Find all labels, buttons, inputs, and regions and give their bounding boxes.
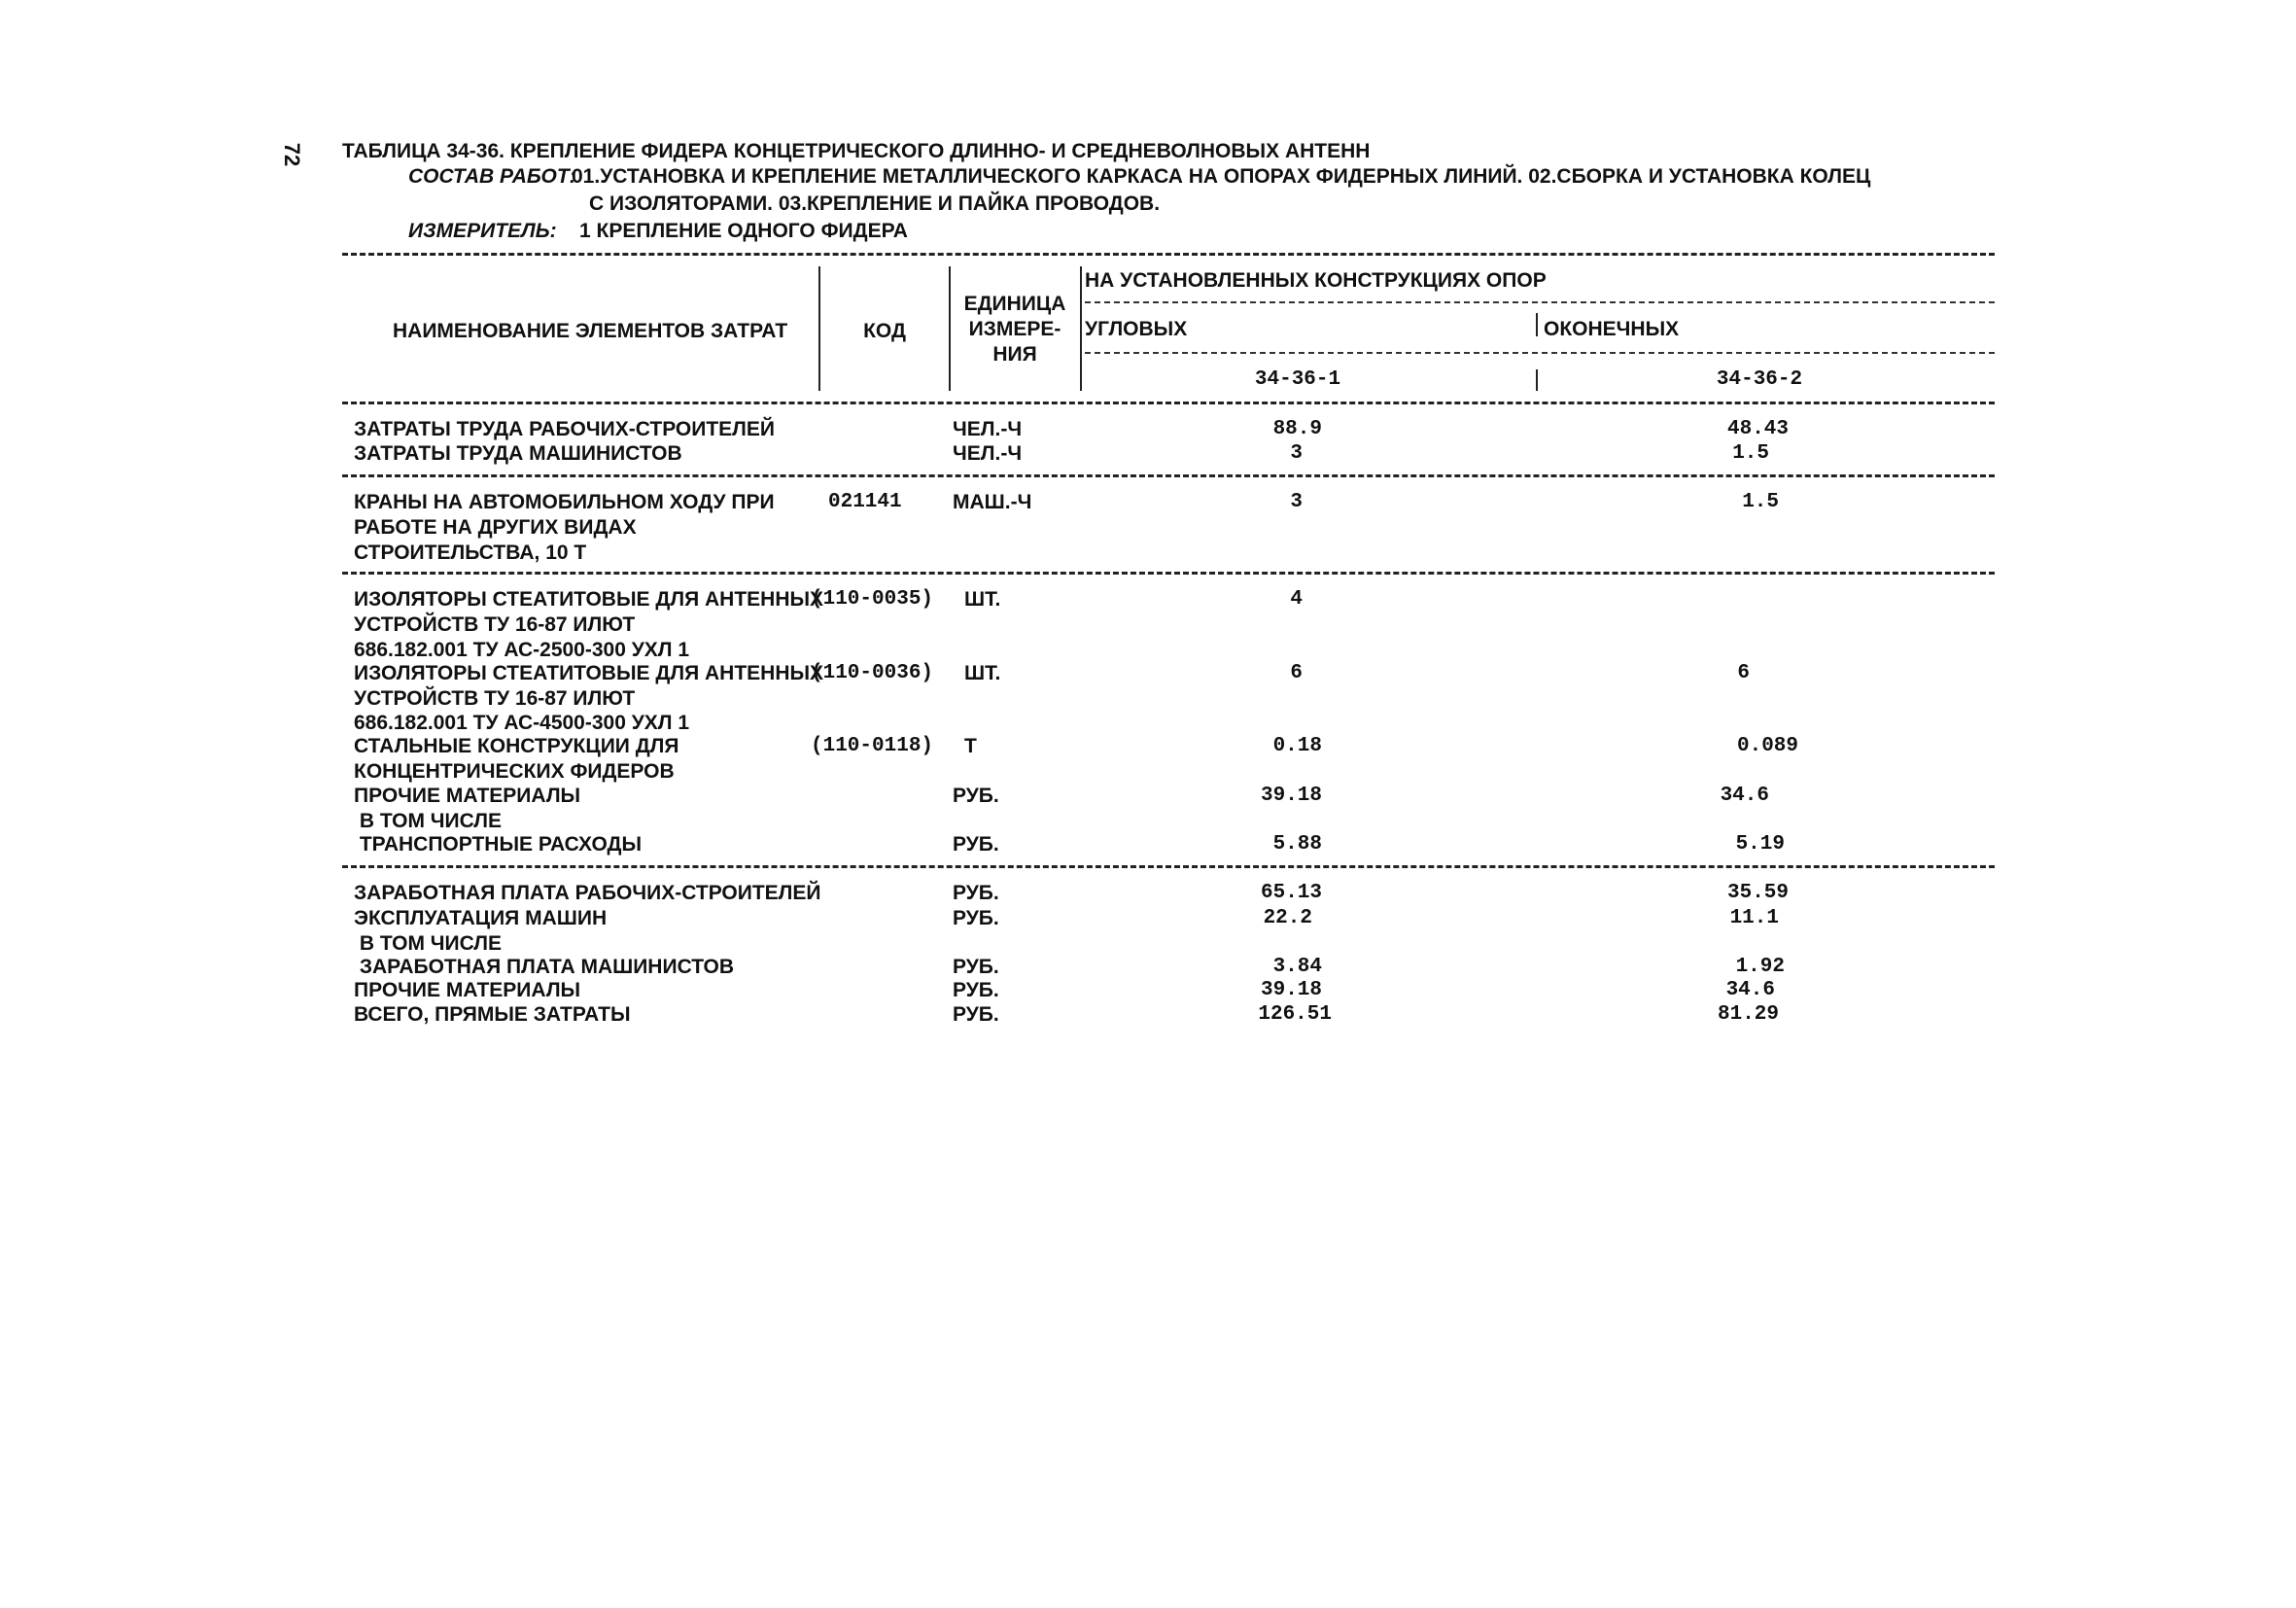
cell-v1: 39.18 bbox=[1260, 979, 1322, 1001]
cell-v2: 11.1 bbox=[1729, 907, 1779, 929]
cell-name: ЭКСПЛУАТАЦИЯ МАШИН bbox=[354, 907, 608, 929]
cell-v1: 5.88 bbox=[1272, 833, 1322, 856]
cell-code: (110-0036) bbox=[811, 662, 934, 684]
header-name: НАИМЕНОВАНИЕ ЭЛЕМЕНТОВ ЗАТРАТ bbox=[393, 320, 788, 342]
izmeritel-label: ИЗМЕРИТЕЛЬ: bbox=[408, 220, 557, 242]
cell-v1: 4 bbox=[1290, 588, 1303, 611]
group-rule bbox=[342, 865, 1995, 868]
cell-v2: 0.089 bbox=[1736, 735, 1798, 757]
divider-sub bbox=[1536, 313, 1538, 336]
cell-name: ЗАРАБОТНАЯ ПЛАТА МАШИНИСТОВ bbox=[354, 956, 735, 978]
cell-name-cont: РАБОТЕ НА ДРУГИХ ВИДАХ bbox=[354, 516, 637, 539]
header-col-1: 34-36-1 bbox=[1254, 368, 1341, 391]
cell-v1: 3 bbox=[1290, 442, 1303, 465]
cell-code: (110-0035) bbox=[811, 588, 934, 611]
cell-name-cont: КОНЦЕНТРИЧЕСКИХ ФИДЕРОВ bbox=[354, 760, 675, 783]
cell-name: ЗАТРАТЫ ТРУДА РАБОЧИХ-СТРОИТЕЛЕЙ bbox=[354, 418, 776, 440]
cell-v2: 6 bbox=[1737, 662, 1750, 684]
divider-cols bbox=[1536, 369, 1538, 391]
cell-name-cont: В ТОМ ЧИСЛЕ bbox=[354, 932, 503, 955]
cell-v2: 5.19 bbox=[1735, 833, 1785, 856]
sostav-label: СОСТАВ РАБОТ: bbox=[408, 165, 576, 188]
cell-v1: 3 bbox=[1290, 491, 1303, 513]
page-number: 72 bbox=[280, 142, 305, 167]
cell-unit: РУБ. bbox=[953, 882, 999, 904]
cell-v1: 6 bbox=[1290, 662, 1303, 684]
cell-name: ИЗОЛЯТОРЫ СТЕАТИТОВЫЕ ДЛЯ АНТЕННЫХ bbox=[354, 588, 824, 611]
cell-v2: 34.6 bbox=[1725, 979, 1775, 1001]
cell-name: СТАЛЬНЫЕ КОНСТРУКЦИИ ДЛЯ bbox=[354, 735, 679, 757]
divider-unit-values bbox=[1080, 266, 1082, 391]
cell-name: ТРАНСПОРТНЫЕ РАСХОДЫ bbox=[354, 833, 643, 856]
header-sub-okonechnykh: ОКОНЕЧНЫХ bbox=[1544, 318, 1680, 340]
cell-unit: ЧЕЛ.-Ч bbox=[953, 418, 1023, 440]
header-bottom-rule bbox=[342, 402, 1995, 404]
header-group: НА УСТАНОВЛЕННЫХ КОНСТРУКЦИЯХ ОПОР bbox=[1085, 269, 1547, 292]
cell-v2: 48.43 bbox=[1726, 418, 1789, 440]
header-code: КОД bbox=[863, 320, 906, 342]
cell-v1: 88.9 bbox=[1272, 418, 1322, 440]
sostav-line-2: С ИЗОЛЯТОРАМИ. 03.КРЕПЛЕНИЕ И ПАЙКА ПРОВОДОВ. bbox=[589, 192, 1161, 215]
table-title: ТАБЛИЦА 34-36. КРЕПЛЕНИЕ ФИДЕРА КОНЦЕТРИЧЕСКОГО ДЛИННО- И СРЕДНЕВОЛНОВЫХ АНТЕНН bbox=[342, 140, 1371, 162]
cell-v2: 1.5 bbox=[1742, 491, 1779, 513]
cell-unit: РУБ. bbox=[953, 979, 999, 1001]
cell-code: 021141 bbox=[828, 491, 902, 513]
cell-name-cont: 686.182.001 ТУ АС-2500-300 УХЛ 1 bbox=[354, 639, 690, 661]
cell-name-cont: УСТРОЙСТВ ТУ 16-87 ИЛЮТ bbox=[354, 687, 636, 710]
header-col-2: 34-36-2 bbox=[1716, 368, 1803, 391]
cell-unit: ЧЕЛ.-Ч bbox=[953, 442, 1023, 465]
cell-unit: РУБ. bbox=[953, 785, 999, 807]
cell-name: ПРОЧИЕ МАТЕРИАЛЫ bbox=[354, 979, 581, 1001]
group-rule bbox=[342, 474, 1995, 477]
cell-name-cont: СТРОИТЕЛЬСТВА, 10 Т bbox=[354, 542, 587, 564]
cell-unit: Т bbox=[964, 735, 977, 757]
header-unit-line3: НИЯ bbox=[992, 343, 1037, 366]
cell-unit: ШТ. bbox=[964, 662, 1001, 684]
cell-v1: 65.13 bbox=[1260, 882, 1322, 904]
group-rule bbox=[342, 572, 1995, 575]
header-group-rule bbox=[1085, 301, 1995, 303]
cell-unit: РУБ. bbox=[953, 1003, 999, 1026]
cell-v2: 1.5 bbox=[1732, 442, 1769, 465]
cell-name: КРАНЫ НА АВТОМОБИЛЬНОМ ХОДУ ПРИ bbox=[354, 491, 775, 513]
cell-name-cont: 686.182.001 ТУ АС-4500-300 УХЛ 1 bbox=[354, 712, 690, 734]
cell-name: ЗАТРАТЫ ТРУДА МАШИНИСТОВ bbox=[354, 442, 682, 465]
cell-code: (110-0118) bbox=[811, 735, 934, 757]
cell-unit: МАШ.-Ч bbox=[953, 491, 1032, 513]
cell-v1: 0.18 bbox=[1272, 735, 1322, 757]
cell-v1: 126.51 bbox=[1258, 1003, 1332, 1026]
cell-v2: 81.29 bbox=[1717, 1003, 1779, 1026]
cell-unit: РУБ. bbox=[953, 833, 999, 856]
cell-v1: 22.2 bbox=[1263, 907, 1312, 929]
cell-name: ПРОЧИЕ МАТЕРИАЛЫ bbox=[354, 785, 581, 807]
header-unit-line1: ЕДИНИЦА bbox=[963, 293, 1066, 315]
cell-v2: 1.92 bbox=[1735, 956, 1785, 978]
header-sub-rule bbox=[1085, 352, 1995, 354]
header-unit-line2: ИЗМЕРЕ- bbox=[968, 318, 1061, 340]
sostav-line-1: 01.УСТАНОВКА И КРЕПЛЕНИЕ МЕТАЛЛИЧЕСКОГО КАРКАСА НА ОПОРАХ ФИДЕРНЫХ ЛИНИЙ. 02.СБОРКА И УСТАНОВКА КОЛЕЦ bbox=[572, 165, 1871, 188]
cell-v2: 34.6 bbox=[1720, 785, 1769, 807]
izmeritel-value: 1 КРЕПЛЕНИЕ ОДНОГО ФИДЕРА bbox=[579, 220, 908, 242]
divider-name-code bbox=[818, 266, 820, 391]
cell-v2: 35.59 bbox=[1726, 882, 1789, 904]
cell-name: ИЗОЛЯТОРЫ СТЕАТИТОВЫЕ ДЛЯ АНТЕННЫХ bbox=[354, 662, 824, 684]
cell-unit: ШТ. bbox=[964, 588, 1001, 611]
cell-v1: 39.18 bbox=[1260, 785, 1322, 807]
cell-name-cont: В ТОМ ЧИСЛЕ bbox=[354, 810, 503, 832]
cell-unit: РУБ. bbox=[953, 907, 999, 929]
header-top-rule bbox=[342, 253, 1995, 256]
cell-unit: РУБ. bbox=[953, 956, 999, 978]
header-sub-uglovykh: УГЛОВЫХ bbox=[1085, 318, 1188, 340]
cell-name-cont: УСТРОЙСТВ ТУ 16-87 ИЛЮТ bbox=[354, 613, 636, 636]
cell-v1: 3.84 bbox=[1272, 956, 1322, 978]
cell-name: ЗАРАБОТНАЯ ПЛАТА РАБОЧИХ-СТРОИТЕЛЕЙ bbox=[354, 882, 821, 904]
cell-name: ВСЕГО, ПРЯМЫЕ ЗАТРАТЫ bbox=[354, 1003, 631, 1026]
